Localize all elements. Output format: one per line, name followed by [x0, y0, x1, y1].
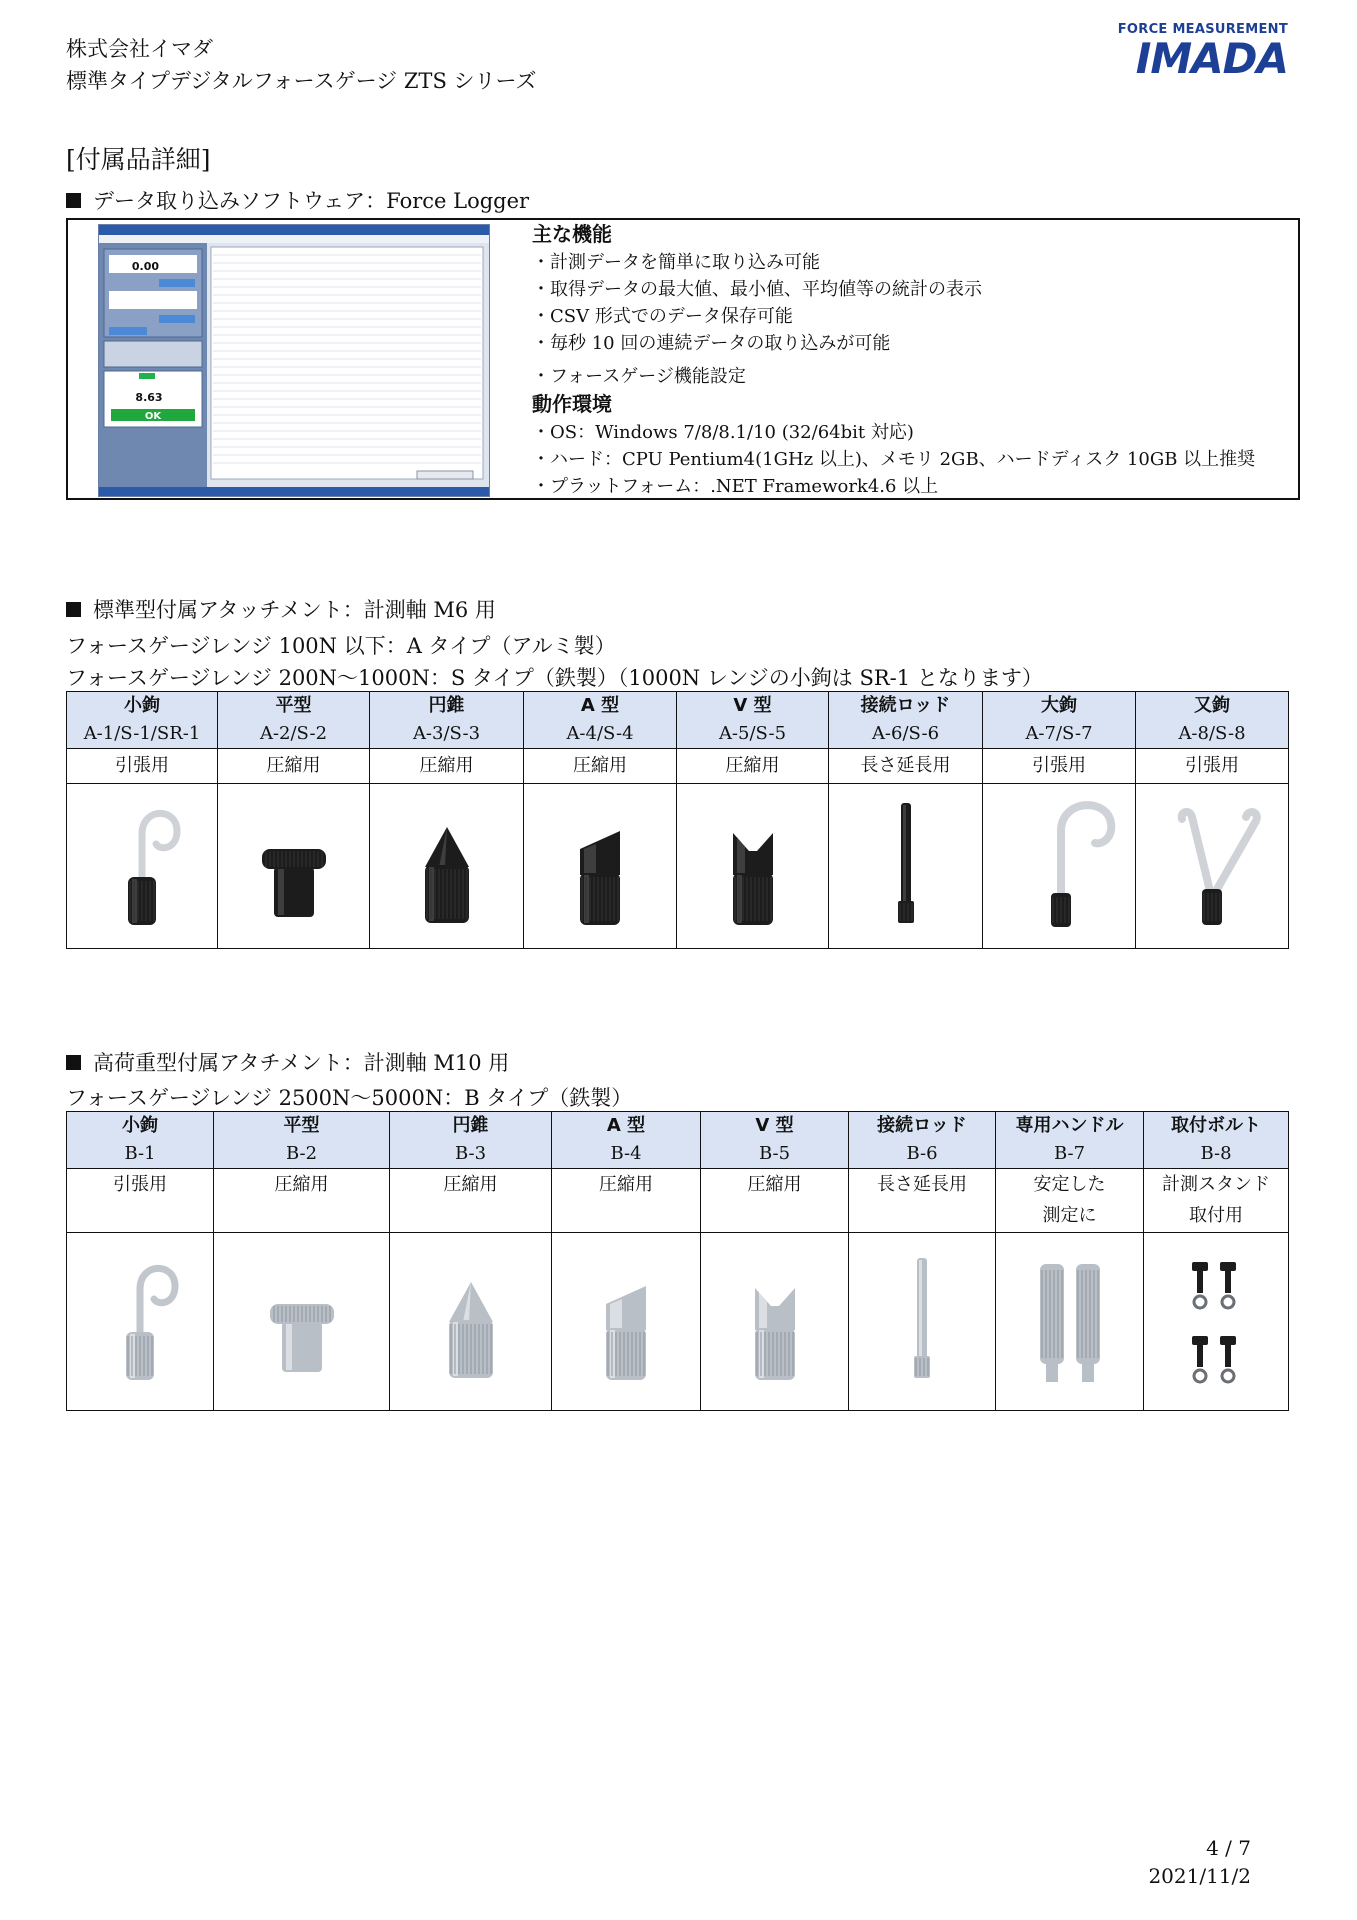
fork-hook-icon	[1152, 789, 1272, 939]
export-button	[417, 471, 473, 479]
attachment-header-cell	[1144, 1112, 1289, 1169]
m10-heading	[66, 1047, 509, 1077]
attachment-name: 円錐	[452, 1115, 489, 1136]
attachment-image-cell	[677, 784, 829, 949]
attachment-code: B-4	[610, 1143, 642, 1164]
attachment-use: 圧縮用	[274, 1174, 329, 1195]
attachment-use: 引張用	[115, 755, 169, 776]
data-grid	[211, 247, 483, 479]
imada-logo	[1108, 22, 1288, 83]
software-heading-text: データ取り込みソフトウェア：Force Logger	[93, 189, 530, 213]
attachment-header-cell	[214, 1112, 390, 1169]
feature-item: ・取得データの最大値、最小値、平均値等の統計の表示	[532, 279, 982, 300]
software-box	[66, 218, 1300, 500]
attachment-use-cell	[218, 749, 370, 784]
attachment-header-cell	[67, 692, 218, 749]
m6-attachment-table	[66, 691, 1289, 949]
feature-item: ・フォースゲージ機能設定	[532, 366, 746, 387]
attachment-code: B-1	[124, 1143, 156, 1164]
attachment-header-cell	[996, 1112, 1144, 1169]
attachment-image-cell	[218, 784, 370, 949]
attachment-use-cell	[524, 749, 677, 784]
features-title: 主な機能	[532, 222, 612, 246]
attachment-image-cell	[996, 1233, 1144, 1411]
m10-heading-text: 高荷重型付属アタチメント：計測軸 M10 用	[93, 1051, 510, 1075]
v-notch-icon	[693, 789, 813, 939]
accessory-title: [付属品詳細]	[66, 145, 211, 174]
judge-indicator	[139, 373, 155, 379]
start-button	[109, 327, 147, 335]
attachment-use-cell	[829, 749, 983, 784]
attachment-code: A-6/S-6	[871, 723, 940, 744]
attachment-name: A 型	[606, 1115, 646, 1136]
force-logger-window	[99, 225, 489, 496]
attachment-image-cell	[67, 1233, 214, 1411]
attachment-name: 接続ロッド	[877, 1115, 967, 1136]
attachment-header-cell	[67, 1112, 214, 1169]
attachment-image-cell	[370, 784, 524, 949]
attachment-name: 専用ハンドル	[1015, 1115, 1124, 1136]
attachment-name: 平型	[275, 695, 312, 716]
attachment-use-cell	[67, 749, 218, 784]
rod-icon	[862, 1244, 982, 1394]
window-titlebar	[99, 225, 489, 235]
attachment-header-cell	[983, 692, 1136, 749]
attachment-use: 圧縮用	[747, 1174, 802, 1195]
status-bar	[99, 487, 489, 496]
attachment-use: 圧縮用	[443, 1174, 498, 1195]
m6-heading-text: 標準型付属アタッチメント：計測軸 M6 用	[93, 598, 496, 622]
attachment-use: 取付用	[1189, 1205, 1243, 1226]
attachment-use: 圧縮用	[266, 755, 321, 776]
chisel-icon	[540, 789, 660, 939]
attachment-image-cell	[829, 784, 983, 949]
attachment-use: 引張用	[113, 1174, 167, 1195]
m10-header-row	[67, 1112, 1289, 1169]
attachment-use: 圧縮用	[599, 1174, 653, 1195]
attachment-code: B-8	[1200, 1143, 1232, 1164]
attachment-use-cell	[996, 1169, 1144, 1233]
attachment-code: B-5	[758, 1143, 791, 1164]
rod-icon	[846, 789, 966, 939]
attachment-header-cell	[677, 692, 829, 749]
attachment-image-cell	[1144, 1233, 1289, 1411]
attachment-use: 長さ延長用	[860, 755, 951, 776]
settings-panel	[104, 341, 202, 367]
attachment-header-cell	[1136, 692, 1289, 749]
attachment-name: 又鉤	[1194, 695, 1230, 716]
feature-item: ・毎秒 10 回の連続データの取り込みが可能	[532, 333, 891, 354]
software-screenshot	[98, 224, 490, 497]
m6-desc-s: フォースゲージレンジ 200N～1000N：S タイプ（鉄製）（1000N レンジの小鉤は SR-1 となります）	[66, 666, 1043, 690]
logo-wordmark: IMADA	[1135, 34, 1288, 83]
attachment-use: 引張用	[1032, 755, 1086, 776]
attachment-code: A-4/S-4	[566, 723, 634, 744]
attachment-name: 大鉤	[1041, 695, 1077, 716]
v-notch-icon	[715, 1244, 835, 1394]
attachment-use-cell	[390, 1169, 552, 1233]
attachment-image-cell	[983, 784, 1136, 949]
attachment-image-cell	[701, 1233, 849, 1411]
document-date: 2021/11/2	[1148, 1864, 1251, 1888]
software-features	[532, 220, 1292, 500]
m6-desc-a: フォースゲージレンジ 100N 以下：A タイプ（アルミ製）	[66, 634, 616, 658]
bolt-icon	[1156, 1244, 1276, 1394]
peak-display	[109, 291, 197, 309]
attachment-header-cell	[829, 692, 983, 749]
attachment-use-cell	[983, 749, 1136, 784]
company-name: 株式会社イマダ	[66, 37, 213, 61]
reading-value: 0.00	[131, 260, 159, 273]
m6-use-row	[67, 749, 1289, 784]
attachment-name: A 型	[580, 695, 620, 716]
attachment-image-cell	[390, 1233, 552, 1411]
product-line: 標準タイプデジタルフォースゲージ ZTS シリーズ	[66, 69, 537, 93]
attachment-header-cell	[552, 1112, 701, 1169]
flat-icon	[242, 1244, 362, 1394]
attachment-use: 圧縮用	[419, 755, 474, 776]
attachment-name: V 型	[755, 1115, 794, 1136]
feature-item: ・計測データを簡単に取り込み可能	[532, 252, 820, 273]
m6-header-row	[67, 692, 1289, 749]
handle-icon	[1010, 1244, 1130, 1394]
attachment-code: A-8/S-8	[1178, 723, 1246, 744]
attachment-image-cell	[1136, 784, 1289, 949]
attachment-code: B-7	[1053, 1143, 1086, 1164]
small-hook-icon	[80, 1244, 200, 1394]
window-menubar	[99, 235, 489, 243]
m6-image-row	[67, 784, 1289, 949]
chisel-icon	[566, 1244, 686, 1394]
attachment-code: A-5/S-5	[718, 723, 787, 744]
flat-icon	[234, 789, 354, 939]
attachment-use-cell	[1136, 749, 1289, 784]
attachment-name: 小鉤	[122, 1115, 158, 1136]
attachment-code: A-3/S-3	[412, 723, 481, 744]
attachment-use-cell	[677, 749, 829, 784]
attachment-use-cell	[370, 749, 524, 784]
m10-use-row	[67, 1169, 1289, 1233]
attachment-header-cell	[849, 1112, 996, 1169]
env-item: ・OS：Windows 7/8/8.1/10 (32/64bit 対応)	[532, 422, 914, 443]
attachment-header-cell	[390, 1112, 552, 1169]
attachment-image-cell	[214, 1233, 390, 1411]
attachment-use-cell	[214, 1169, 390, 1233]
zero-button	[159, 279, 195, 287]
attachment-name: 取付ボルト	[1171, 1115, 1261, 1136]
m10-image-row	[67, 1233, 1289, 1411]
env-title: 動作環境	[532, 392, 612, 416]
small-hook-icon	[82, 789, 202, 939]
attachment-name: 小鉤	[124, 695, 160, 716]
attachment-name: 円錐	[428, 695, 465, 716]
software-heading	[66, 185, 529, 215]
attachment-header-cell	[370, 692, 524, 749]
bullet-square-icon	[66, 193, 81, 208]
attachment-use-cell	[67, 1169, 214, 1233]
m10-desc: フォースゲージレンジ 2500N～5000N：B タイプ（鉄製）	[66, 1086, 633, 1110]
attachment-header-cell	[218, 692, 370, 749]
attachment-name: V 型	[733, 695, 772, 716]
cone-icon	[387, 789, 507, 939]
attachment-code: B-3	[454, 1143, 487, 1164]
env-item: ・ハード：CPU Pentium4(1GHz 以上)、メモリ 2GB、ハードディスク 10GB 以上推奨	[532, 449, 1256, 470]
attachment-code: A-7/S-7	[1025, 723, 1093, 744]
attachment-image-cell	[67, 784, 218, 949]
attachment-use: 測定に	[1042, 1205, 1097, 1226]
attachment-use-cell	[849, 1169, 996, 1233]
m6-heading	[66, 594, 496, 624]
attachment-use: 圧縮用	[725, 755, 780, 776]
attachment-use: 圧縮用	[573, 755, 627, 776]
attachment-name: 平型	[283, 1115, 320, 1136]
attachment-image-cell	[849, 1233, 996, 1411]
attachment-header-cell	[524, 692, 677, 749]
attachment-use: 安定した	[1033, 1174, 1106, 1195]
attachment-use: 計測スタンド	[1162, 1174, 1270, 1195]
attachment-image-cell	[552, 1233, 701, 1411]
attachment-name: 接続ロッド	[860, 695, 951, 716]
env-item: ・プラットフォーム：.NET Framework4.6 以上	[532, 476, 939, 497]
bullet-square-icon	[66, 1055, 81, 1070]
attachment-code: B-6	[906, 1143, 938, 1164]
attachment-use: 長さ延長用	[877, 1174, 967, 1195]
bullet-square-icon	[66, 602, 81, 617]
attachment-use: 引張用	[1185, 755, 1239, 776]
judge-reading-value: 8.63	[135, 391, 163, 404]
attachment-use-cell	[1144, 1169, 1289, 1233]
m10-attachment-table	[66, 1111, 1289, 1411]
feature-item: ・CSV 形式でのデータ保存可能	[532, 306, 793, 327]
attachment-header-cell	[701, 1112, 849, 1169]
attachment-code: A-2/S-2	[259, 723, 328, 744]
attachment-code: B-2	[285, 1143, 318, 1164]
attachment-use-cell	[701, 1169, 849, 1233]
attachment-use-cell	[552, 1169, 701, 1233]
large-hook-icon	[999, 789, 1119, 939]
logo-subtitle: FORCE MEASUREMENT	[1117, 22, 1288, 37]
page-number: 4 / 7	[1206, 1836, 1251, 1860]
attachment-image-cell	[524, 784, 677, 949]
clear-button	[159, 315, 195, 323]
ok-label: OK	[144, 411, 162, 422]
attachment-code: A-1/S-1/SR-1	[83, 723, 201, 744]
cone-icon	[411, 1244, 531, 1394]
